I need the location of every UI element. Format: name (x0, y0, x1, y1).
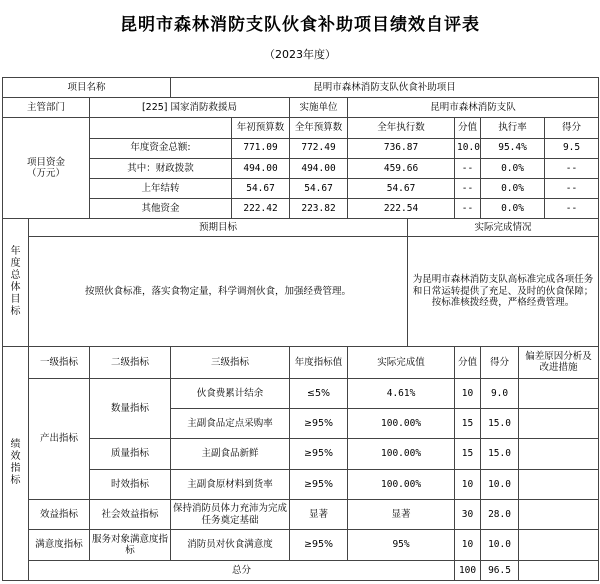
goal-label-char: 度 (10, 258, 21, 270)
funds-budget-annual: 54.67 (290, 178, 348, 198)
indicator-score-value: 15 (455, 409, 481, 439)
indicator-actual: 100.00% (348, 469, 455, 499)
goal-content-row (3, 237, 599, 346)
funds-row-name: 年度资金总额: (90, 138, 232, 158)
actual-goal-header: 实际完成情况 (408, 219, 599, 237)
service-indicator-label: 服务对象满意度指标 (90, 530, 171, 560)
indicator-score-value: 10 (455, 469, 481, 499)
funds-score: -- (545, 199, 599, 219)
total-label: 总分 (29, 560, 455, 580)
indicator-score: 10.0 (481, 530, 519, 560)
funds-rate: 95.4% (481, 138, 545, 158)
funds-budget-initial: 771.09 (232, 138, 290, 158)
funds-row (3, 138, 599, 158)
satisfaction-indicator-label: 满意度指标 (29, 530, 90, 560)
annual-goal-label (3, 219, 29, 346)
dept-label: 主管部门 (3, 98, 90, 118)
funds-rate: 0.0% (481, 178, 545, 198)
indicator-score-value: 10 (455, 530, 481, 560)
page-subtitle: （2023年度） (264, 48, 336, 61)
evaluation-table (2, 77, 599, 581)
indicator-row (3, 439, 599, 469)
total-score: 96.5 (481, 560, 519, 580)
funds-executed: 459.66 (348, 158, 455, 178)
page-title: 昆明市森林消防支队伙食补助项目绩效自评表 (120, 15, 480, 35)
funds-row-name: 上年结转 (90, 178, 232, 198)
funds-header-rate: 执行率 (481, 118, 545, 138)
funds-row (3, 178, 599, 198)
funds-header-score-value: 分值 (455, 118, 481, 138)
indicator-level3: 主副食品定点采购率 (171, 409, 290, 439)
header-target: 年度指标值 (290, 346, 348, 378)
header-level1: 一级指标 (29, 346, 90, 378)
funds-label (3, 118, 90, 219)
funds-budget-annual: 494.00 (290, 158, 348, 178)
total-score-value: 100 (455, 560, 481, 580)
indicator-deviation (519, 530, 599, 560)
indicator-target: ≤5% (290, 378, 348, 408)
timeliness-indicator-label: 时效指标 (90, 469, 171, 499)
funds-score-value: -- (455, 199, 481, 219)
funds-header-score: 得分 (545, 118, 599, 138)
indicator-deviation (519, 409, 599, 439)
indicator-target: ≥95% (290, 439, 348, 469)
expected-goal-text: 按照伙食标准，落实食物定量，科学调剂伙食，加强经费管理。 (29, 237, 408, 346)
indicator-actual: 95% (348, 530, 455, 560)
dept-value: [225] 国家消防救援局 (90, 98, 290, 118)
indicator-row (3, 500, 599, 530)
perf-label-char: 效 (10, 451, 21, 463)
quality-indicator-label: 质量指标 (90, 439, 171, 469)
indicator-target: ≥95% (290, 530, 348, 560)
funds-header-annual: 全年预算数 (290, 118, 348, 138)
department-row (3, 98, 599, 118)
impl-value: 昆明市森林消防支队 (348, 98, 599, 118)
perf-label-char: 指 (10, 463, 21, 475)
indicator-score-value: 10 (455, 378, 481, 408)
indicator-level3: 主副食原材料到货率 (171, 469, 290, 499)
funds-row-name: 其他资金 (90, 199, 232, 219)
funds-executed: 54.67 (348, 178, 455, 198)
performance-label (3, 346, 29, 580)
indicator-deviation (519, 378, 599, 408)
indicator-score: 9.0 (481, 378, 519, 408)
funds-header-row (3, 118, 599, 138)
funds-header-executed: 全年执行数 (348, 118, 455, 138)
indicator-target: ≥95% (290, 469, 348, 499)
goal-label-char: 目 (10, 294, 21, 306)
indicator-score: 15.0 (481, 409, 519, 439)
indicator-target: ≥95% (290, 409, 348, 439)
funds-score-value: 10.0 (455, 138, 481, 158)
header-deviation: 偏差原因分析及改进措施 (519, 346, 599, 378)
indicator-deviation (519, 439, 599, 469)
indicator-row (3, 378, 599, 408)
goal-label-char: 标 (10, 306, 21, 318)
project-name-value: 昆明市森林消防支队伙食补助项目 (171, 78, 599, 98)
funds-row-name: 其中：财政拨款 (90, 158, 232, 178)
funds-budget-annual: 223.82 (290, 199, 348, 219)
actual-goal-text: 为昆明市森林消防支队高标准完成各项任务和日常运转提供了充足、及时的伙食保障；按标准核拨经费，严格经费管理。 (408, 237, 599, 346)
funds-budget-initial: 222.42 (232, 199, 290, 219)
funds-budget-initial: 494.00 (232, 158, 290, 178)
project-name-row (3, 78, 599, 98)
funds-score-value: -- (455, 178, 481, 198)
header-actual: 实际完成值 (348, 346, 455, 378)
funds-budget-annual: 772.49 (290, 138, 348, 158)
indicator-level3: 保持消防员体力充沛为完成任务奠定基础 (171, 500, 290, 530)
funds-header-blank (90, 118, 232, 138)
funds-rate: 0.0% (481, 158, 545, 178)
funds-budget-initial: 54.67 (232, 178, 290, 198)
funds-rate: 0.0% (481, 199, 545, 219)
perf-label-char: 标 (10, 475, 21, 487)
indicator-actual: 100.00% (348, 439, 455, 469)
header-score-value: 分值 (455, 346, 481, 378)
funds-score: -- (545, 178, 599, 198)
funds-executed: 736.87 (348, 138, 455, 158)
indicator-deviation (519, 500, 599, 530)
indicator-score-value: 30 (455, 500, 481, 530)
indicator-deviation (519, 469, 599, 499)
total-row (3, 560, 599, 580)
indicator-row (3, 530, 599, 560)
performance-header-row (3, 346, 599, 378)
indicator-actual: 显著 (348, 500, 455, 530)
funds-row (3, 158, 599, 178)
funds-score: 9.5 (545, 138, 599, 158)
funds-score-value: -- (455, 158, 481, 178)
goal-label-char: 总 (10, 270, 21, 282)
indicator-score-value: 15 (455, 439, 481, 469)
indicator-score: 15.0 (481, 439, 519, 469)
project-name-label: 项目名称 (3, 78, 171, 98)
perf-label-char: 绩 (10, 439, 21, 451)
header-level2: 二级指标 (90, 346, 171, 378)
impl-label: 实施单位 (290, 98, 348, 118)
indicator-row (3, 469, 599, 499)
indicator-target: 显著 (290, 500, 348, 530)
funds-executed: 222.54 (348, 199, 455, 219)
indicator-actual: 4.61% (348, 378, 455, 408)
output-indicator-label: 产出指标 (29, 378, 90, 499)
goal-header-row (3, 219, 599, 237)
goal-label-char: 年 (10, 246, 21, 258)
indicator-level3: 伙食费累计结余 (171, 378, 290, 408)
indicator-score: 28.0 (481, 500, 519, 530)
indicator-level3: 主副食品新鲜 (171, 439, 290, 469)
indicator-score: 10.0 (481, 469, 519, 499)
funds-header-initial: 年初预算数 (232, 118, 290, 138)
benefit-indicator-label: 效益指标 (29, 500, 90, 530)
funds-row (3, 199, 599, 219)
indicator-actual: 100.00% (348, 409, 455, 439)
funds-score: -- (545, 158, 599, 178)
header-level3: 三级指标 (171, 346, 290, 378)
quantity-indicator-label: 数量指标 (90, 378, 171, 439)
expected-goal-header: 预期目标 (29, 219, 408, 237)
goal-label-char: 体 (10, 282, 21, 294)
indicator-level3: 消防员对伙食满意度 (171, 530, 290, 560)
header-score: 得分 (481, 346, 519, 378)
funds-unit-text: （万元） (26, 168, 65, 180)
funds-label-text: 项目资金 (26, 156, 65, 168)
social-indicator-label: 社会效益指标 (90, 500, 171, 530)
total-deviation (519, 560, 599, 580)
